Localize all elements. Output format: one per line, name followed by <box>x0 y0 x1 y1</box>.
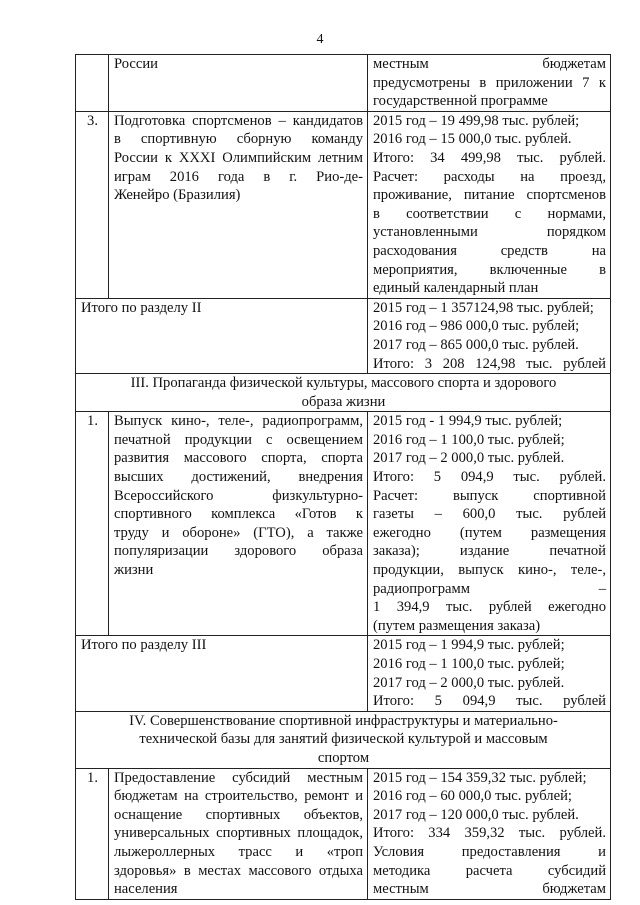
activity-cell <box>109 111 368 298</box>
funding-cell <box>368 55 611 112</box>
funding-line: 2015 год – 1 994,9 тыс. рублей; <box>373 637 565 654</box>
funding-line: Расчет: расходы на проезд, <box>373 168 606 185</box>
funding-line: методика расчета субсидий <box>373 862 606 879</box>
activity-cell <box>109 412 368 636</box>
activity-line: популяризации здорового образа <box>114 543 363 560</box>
funding-line: расходования средств на <box>373 242 606 259</box>
activity-line: Выпуск кино-, теле-, радиопрограмм, <box>114 413 363 430</box>
activity-line: Женейро (Бразилия) <box>114 187 241 204</box>
activity-line: лыжероллерных трасс и «троп <box>114 843 363 860</box>
funding-line: в соответствии с нормами, <box>373 205 606 222</box>
activity-line: Подготовка спортсменов – кандидатов <box>114 112 363 129</box>
activity-line: здоровья» в местах массового отдыха <box>114 862 363 879</box>
funding-line: 2016 год – 1 100,0 тыс. рублей; <box>373 431 565 448</box>
activity-line: бюджетам на строительство, ремонт и <box>114 788 363 805</box>
section-heading-line: IV. Совершенствование спортивной инфраструктуры и материально- <box>129 712 558 729</box>
row-number: 3. <box>76 111 109 298</box>
row-number: 1. <box>76 768 109 899</box>
funding-line: 2016 год – 1 100,0 тыс. рублей; <box>373 656 565 672</box>
activity-cell <box>109 55 368 112</box>
funding-line: Итого: 34 499,98 тыс. рублей. <box>373 149 606 166</box>
funding-line: заказа); издание печатной <box>373 543 606 560</box>
section-heading-row <box>76 711 611 768</box>
row-number: 1. <box>76 412 109 636</box>
funding-line: Итого: 334 359,32 тыс. рублей. <box>373 825 606 842</box>
section-total-label: Итого по разделу II <box>76 298 368 373</box>
section-heading-line: спортом <box>317 749 370 766</box>
activity-line: оснащение спортивных объектов, <box>114 806 363 823</box>
section-heading-line: образа жизни <box>301 393 386 410</box>
row-number-cell <box>76 55 109 112</box>
section-total-label: Итого по разделу III <box>76 636 368 711</box>
funding-line: мероприятия, включенные в <box>373 261 606 278</box>
funding-line: 1 394,9 тыс. рублей ежегодно <box>373 599 606 616</box>
activity-line: Всероссийского физкультурно- <box>114 487 363 504</box>
section-heading-line: технической базы для занятий физической культурой и массовым <box>139 731 548 748</box>
activity-line: в спортивную сборную команду <box>114 131 363 148</box>
table-row-section-total <box>76 298 611 373</box>
funding-line: 2015 год – 154 359,32 тыс. рублей; <box>373 769 587 786</box>
program-activities-table <box>75 54 611 900</box>
section-heading <box>76 374 611 412</box>
funding-line: 2017 год – 865 000,0 тыс. рублей. <box>373 336 579 353</box>
section-heading-row <box>76 374 611 412</box>
funding-line: 2017 год – 2 000,0 тыс. рублей. <box>373 674 565 691</box>
activity-line: печатной продукции с освещением <box>114 431 363 448</box>
table-row-section-total <box>76 636 611 711</box>
funding-line: продукции, выпуск кино-, теле-, <box>373 562 606 579</box>
activity-line: жизни <box>114 562 154 579</box>
funding-line: Условия предоставления и <box>373 843 606 860</box>
activity-line: труду и обороне» (ГТО), а также <box>114 524 363 541</box>
activity-line: развития массового спорта, спорта <box>114 450 363 467</box>
activity-line: спортивного комплекса «Готов к <box>114 506 363 523</box>
funding-line: газеты – 600,0 тыс. рублей <box>373 506 606 523</box>
section-heading-line: III. Пропаганда физической культуры, массового спорта и здорового <box>130 375 557 392</box>
activity-line: Предоставление субсидий местным <box>114 769 363 786</box>
funding-line: проживание, питание спортсменов <box>373 187 606 204</box>
funding-line: установленными порядком <box>373 224 606 241</box>
page-number: 4 <box>316 32 324 47</box>
table-row-olympic-training <box>76 111 611 298</box>
activity-line: России к XXXI Олимпийским летним <box>114 149 363 166</box>
funding-cell <box>368 768 611 899</box>
funding-line: 2015 год – 19 499,98 тыс. рублей; <box>373 112 580 129</box>
funding-cell <box>368 298 611 373</box>
funding-line: местным бюджетам <box>373 56 606 72</box>
table-row-continuation <box>76 55 611 112</box>
activity-line: населения <box>114 881 178 898</box>
activity-line: универсальных спортивных площадок, <box>114 825 363 842</box>
funding-cell <box>368 636 611 711</box>
funding-line: 2016 год – 986 000,0 тыс. рублей; <box>373 318 580 335</box>
funding-line: 2017 год – 2 000,0 тыс. рублей. <box>373 450 565 467</box>
activity-cell <box>109 768 368 899</box>
section-heading <box>76 711 611 768</box>
funding-line: Расчет: выпуск спортивной <box>373 487 606 504</box>
funding-line: 2015 год – 1 357124,98 тыс. рублей; <box>373 299 594 316</box>
funding-line: 2015 год - 1 994,9 тыс. рублей; <box>373 413 563 430</box>
funding-line: 2017 год – 120 000,0 тыс. рублей. <box>373 806 579 823</box>
funding-line: 2016 год – 60 000,0 тыс. рублей; <box>373 788 572 805</box>
activity-text: России <box>114 56 158 72</box>
funding-line: государственной программе <box>373 93 548 110</box>
funding-line: Итого: 3 208 124,98 тыс. рублей <box>373 355 606 372</box>
table-row-sports-subsidies <box>76 768 611 899</box>
table-row-media-production <box>76 412 611 636</box>
activity-line: играм 2016 года в г. Рио-де- <box>114 168 363 185</box>
funding-line: радиопрограмм – <box>373 580 606 597</box>
funding-line: местным бюджетам <box>373 881 606 898</box>
funding-line: (путем размещения заказа) <box>373 617 541 634</box>
funding-line: Итого: 5 094,9 тыс. рублей <box>373 693 606 710</box>
activity-line: высших достижений, внедрения <box>114 469 363 486</box>
funding-line: Итого: 5 094,9 тыс. рублей. <box>373 469 606 486</box>
funding-line: 2016 год – 15 000,0 тыс. рублей. <box>373 131 572 148</box>
funding-line: предусмотрены в приложении 7 к <box>373 74 606 91</box>
funding-cell <box>368 412 611 636</box>
funding-line: единый календарный план <box>373 280 539 297</box>
funding-cell <box>368 111 611 298</box>
funding-line: ежегодно (путем размещения <box>373 524 606 541</box>
